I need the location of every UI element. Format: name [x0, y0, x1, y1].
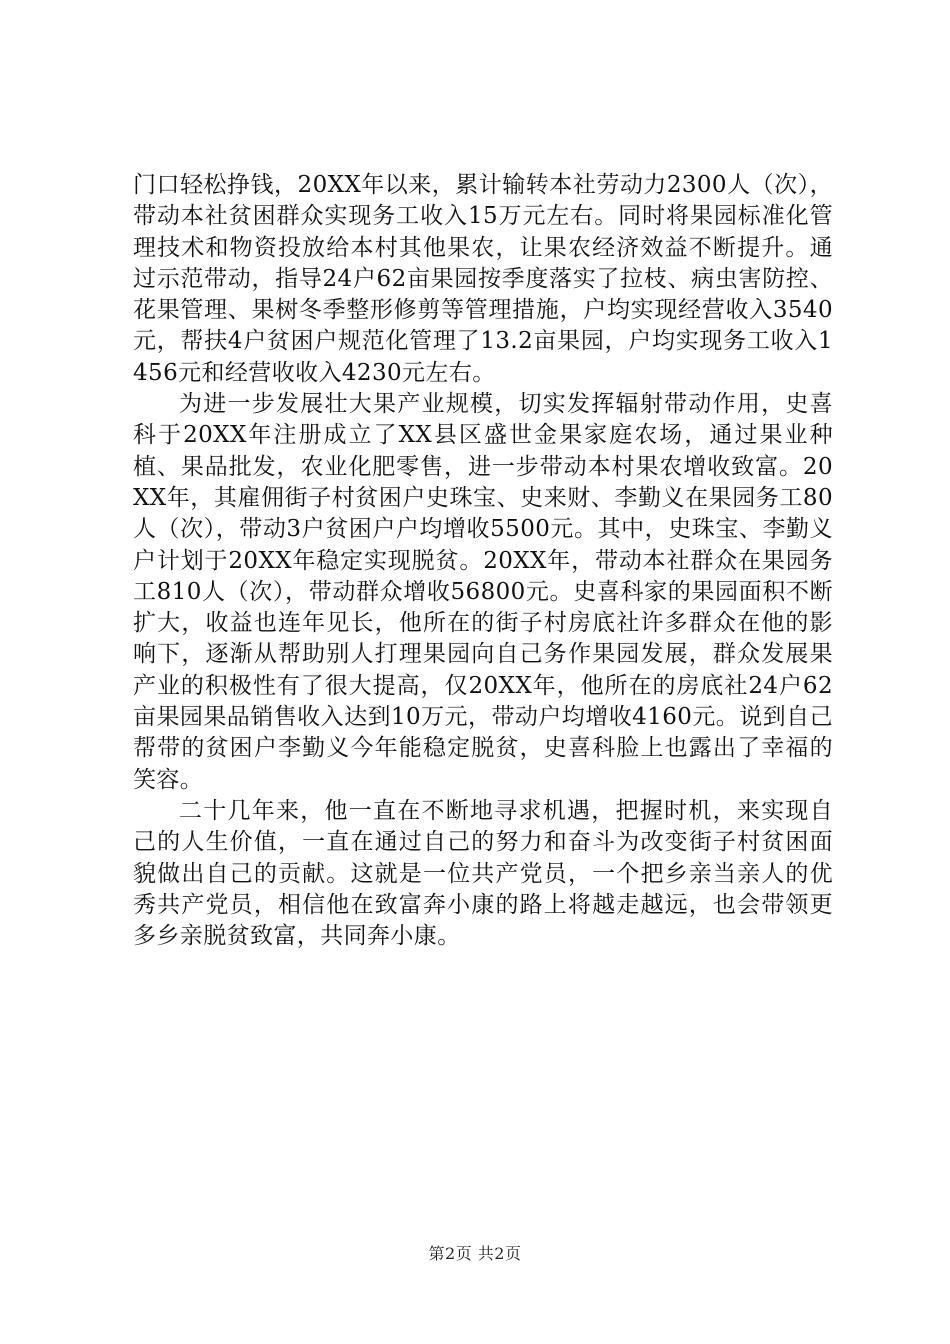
paragraph-3: 二十几年来，他一直在不断地寻求机遇，把握时机，来实现自己的人生价值，一直在通过自己的努力和奋斗为改变街子村贫困面貌做出自己的贡献。这就是一位共产党员，一个把乡亲当亲人的优秀共产党员，相信他在致富奔小康的路上将越走越远，也会带领更多乡亲脱贫致富，共同奔小康。: [133, 797, 833, 950]
paragraph-1: 门口轻松挣钱，20XX年以来，累计输转本社劳动力2300人（次），带动本社贫困群众实现务工收入15万元左右。同时将果园标准化管理技术和物资投放给本村其他果农，让果农经济效益不断提升。通过示范带动，指导24户62亩果园按季度落实了拉枝、病虫害防控、花果管理、果树冬季整形修剪等管理措施，户均实现经营收入3540元，帮扶4户贫困户规范化管理了13.2亩果园，户均实现务工收入1456元和经营收收入4230元左右。: [133, 172, 833, 386]
document-body: [133, 170, 833, 952]
paragraph-2: 为进一步发展壮大果产业规模，切实发挥辐射带动作用，史喜科于20XX年注册成立了XX县区盛世金果家庭农场，通过果业种植、果品批发，农业化肥零售，进一步带动本村果农增收致富。20XX年，其雇佣街子村贫困户史珠宝、史来财、李勤义在果园务工80人（次），带动3户贫困户户均增收5500元。其中，史珠宝、李勤义户计划于20XX年稳定实现脱贫。20XX年，带动本社群众在果园务工810人（次），带动群众增收56800元。史喜科家的果园面积不断扩大，收益也连年见长，他所在的街子村房底社许多群众在他的影响下，逐渐从帮助别人打理果园向自己务作果园发展，群众发展果产业的积极性有了很大提高，仅20XX年，他所在的房底社24户62亩果园果品销售收入达到10万元，带动户均增收4160元。说到自己帮带的贫困户李勤义今年能稳定脱贫，史喜科脸上也露出了幸福的笑容。: [133, 391, 833, 793]
page-footer: 第2页 共2页: [428, 1244, 522, 1263]
